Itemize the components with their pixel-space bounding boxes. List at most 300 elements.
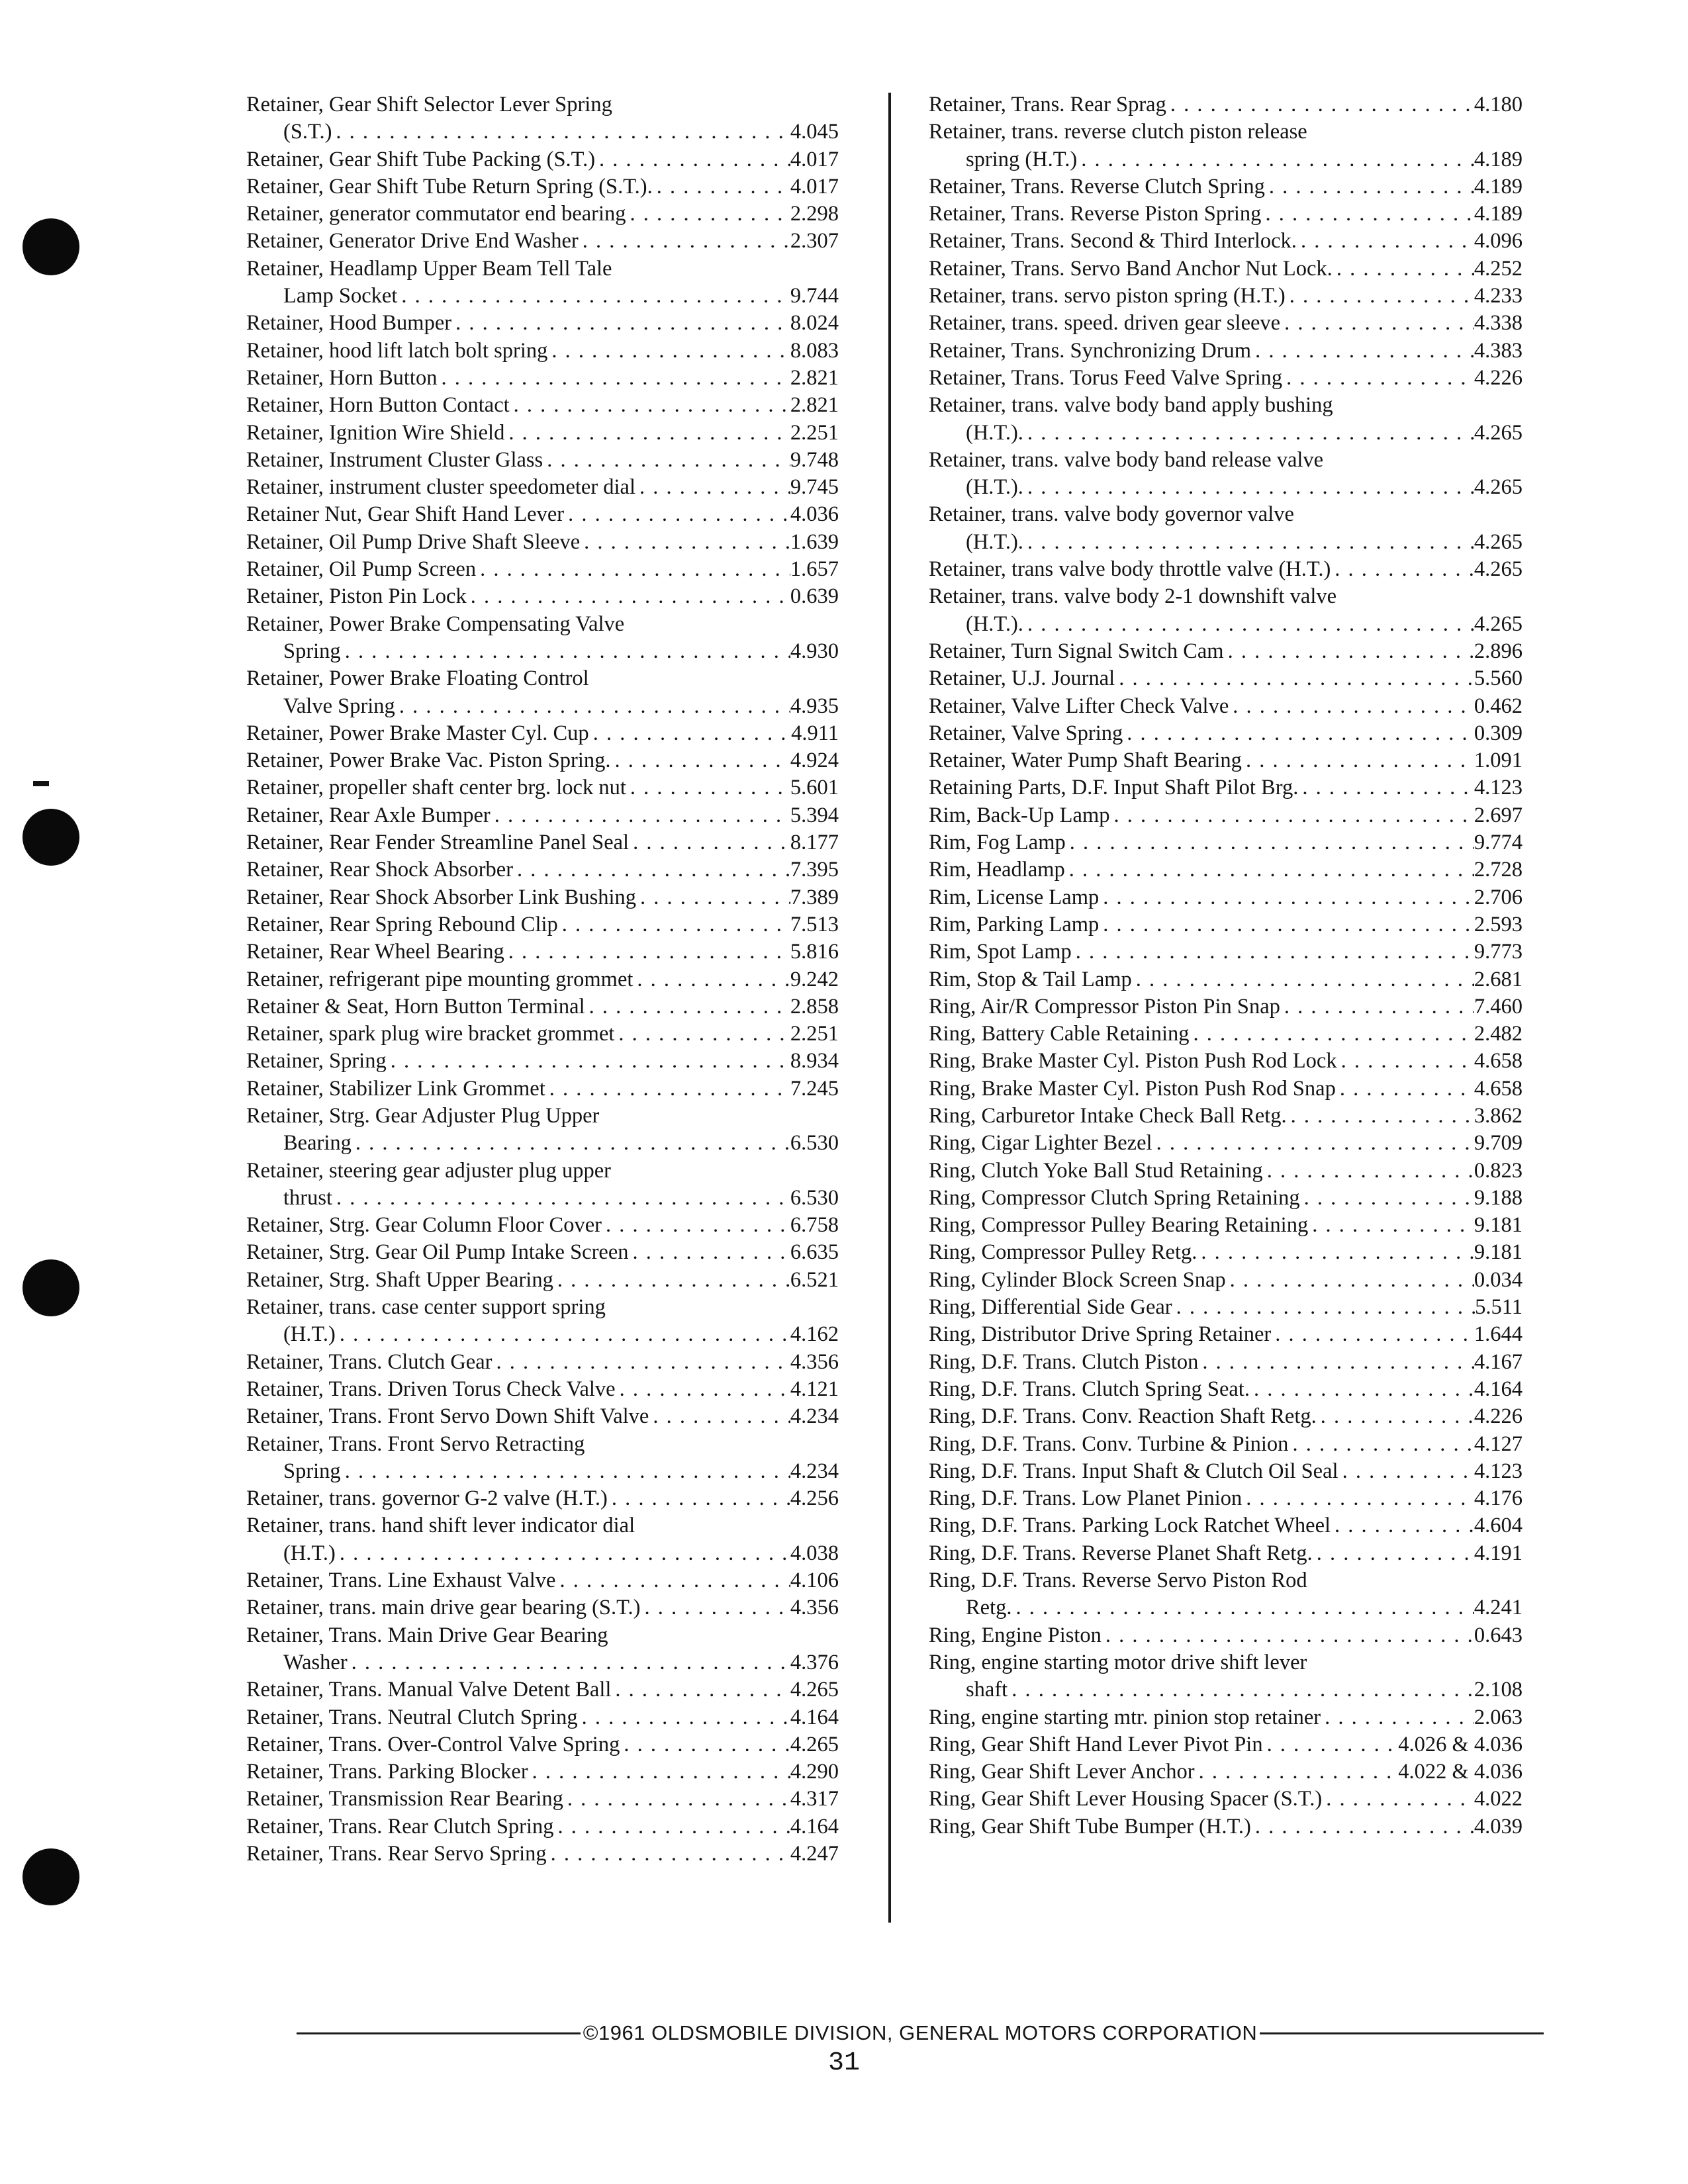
entry-line [929,228,1523,255]
entry-line [929,1185,1523,1212]
leader-dots [595,146,790,173]
leader-dots [1297,228,1474,255]
leader-dots [1023,474,1474,501]
entry-text: Retainer, Power Brake Floating Control [246,666,589,691]
entry-text: Retainer, Turn Signal Switch Cam [929,639,1224,663]
page-reference: 4.935 [790,694,839,718]
entry-text: (H.T.). [966,529,1023,554]
leader-dots [580,529,790,556]
page-reference: 9.242 [790,967,839,991]
entry-text: Ring, D.F. Trans. Conv. Turbine & Pinion [929,1432,1289,1456]
entry-line [246,228,839,255]
leader-dots [476,556,790,583]
page-reference: 1.639 [790,529,839,554]
leader-dots [1023,611,1474,638]
entry-text: Retg. [966,1596,1012,1620]
entry-text: Retainer, Ignition Wire Shield [246,420,505,445]
binder-hole-bottom [23,1848,79,1905]
index-entry [929,911,1523,938]
leader-dots [395,693,790,720]
leader-dots [397,283,790,310]
page-reference: 4.127 [1474,1432,1523,1456]
leader-dots [352,1130,790,1157]
entry-line [246,1813,839,1841]
entry-text: Ring, D.F. Trans. Clutch Spring Seat. [929,1377,1250,1401]
index-entry [246,1758,839,1786]
entry-text: Retainer, U.J. Journal [929,666,1115,691]
entry-text: Retainer, Valve Lifter Check Valve [929,694,1229,718]
page-reference: 2.251 [790,1022,839,1046]
entry-line [929,665,1523,692]
entry-text: Retainer, Power Brake Vac. Piston Spring. [246,749,611,773]
entry-text: Rim, Parking Lamp [929,912,1100,936]
leader-dots [1115,665,1474,692]
entry-line [246,665,839,692]
page-reference: 8.083 [790,338,839,363]
leader-dots [348,1649,790,1676]
entry-text: Ring, Differential Side Gear [929,1295,1172,1320]
leader-dots [341,1458,790,1485]
index-entry [246,938,839,966]
column-divider [888,93,891,1923]
entry-text: Spring [283,639,341,663]
page-reference: 4.226 [1474,1404,1523,1429]
entry-text: Ring, D.F. Trans. Clutch Piston [929,1349,1199,1374]
entry-line [929,1567,1523,1594]
leader-dots [547,1841,790,1868]
entry-line [246,501,839,528]
index-entry [246,392,839,419]
leader-dots [1197,1239,1474,1266]
index-entry [929,1185,1523,1212]
leader-dots [608,1485,790,1512]
entry-line [929,938,1523,966]
page-reference: 6.530 [790,1131,839,1156]
entry-text: Ring, Gear Shift Lever Anchor [929,1760,1195,1784]
entry-line [246,1294,839,1321]
page-reference: 4.290 [790,1760,839,1784]
index-entry [246,1349,839,1376]
index-entry [929,1813,1523,1841]
footer-copyright [297,2021,1544,2045]
page-reference: 2.593 [1474,912,1523,936]
entry-line [246,1158,839,1185]
entry-continuation-line [246,1540,839,1567]
leader-dots [1265,173,1474,201]
index-entry [246,1294,839,1349]
leader-dots [1261,201,1474,228]
entry-line [246,1267,839,1294]
entry-line [246,611,839,638]
entry-text: Retainer, Strg. Gear Column Floor Cover [246,1213,602,1238]
index-entry [929,1267,1523,1294]
page-reference: 4.191 [1474,1541,1523,1565]
page-reference: 4.383 [1474,338,1523,363]
entry-line [929,501,1523,528]
entry-line [246,720,839,747]
entry-line [929,1512,1523,1539]
leader-dots [1242,1485,1474,1512]
leader-dots [585,993,790,1021]
index-entry [929,228,1523,255]
leader-dots [611,1676,790,1704]
footer-rule-left [297,2032,581,2034]
page-reference: 7.395 [790,858,839,882]
entry-text: Ring, Compressor Pulley Bearing Retaining [929,1213,1309,1238]
entry-text: Retainer, trans. case center support spring [246,1295,606,1320]
leader-dots [1336,1075,1474,1103]
entry-text: Retainer, Trans. Neutral Clutch Spring [246,1705,578,1729]
page-reference: 4.167 [1474,1349,1523,1374]
entry-text: Retainer, Trans. Torus Feed Valve Spring [929,365,1283,390]
entry-text: Retainer, Power Brake Master Cyl. Cup [246,721,589,745]
page-reference: 4.356 [790,1349,839,1374]
page-reference: 9.745 [790,475,839,500]
page-reference: 4.265 [1474,475,1523,500]
page-reference: 3.862 [1474,1103,1523,1128]
entry-continuation-line [929,1676,1523,1704]
leader-dots [1077,146,1474,173]
index-entry [246,474,839,501]
entry-text: thrust [283,1185,333,1210]
entry-line [929,856,1523,884]
index-entry [929,856,1523,884]
leader-dots [1198,1349,1474,1376]
index-entry [929,392,1523,447]
page-reference: 4.256 [790,1486,839,1511]
leader-dots [1110,802,1474,829]
index-entry [929,118,1523,173]
index-entry [246,365,839,392]
leader-dots [504,420,790,447]
leader-dots [336,1540,790,1567]
entry-text: Rim, Stop & Tail Lamp [929,967,1132,991]
entry-text: Retainer, Trans. Manual Valve Detent Ball [246,1678,612,1702]
index-entry [929,966,1523,993]
entry-line [929,884,1523,911]
entry-line [246,1485,839,1512]
index-entry [246,1075,839,1103]
entry-continuation-line [246,1130,839,1157]
index-entry [929,1704,1523,1731]
entry-text: Valve Spring [283,694,395,718]
entry-text: Retainer, Trans. Front Servo Retracting [246,1432,585,1456]
leader-dots [1322,1786,1474,1813]
leader-dots [1251,1813,1474,1841]
leader-dots [1263,1731,1399,1758]
leader-dots [491,802,790,829]
index-entry [246,1403,839,1430]
page-reference: 4.265 [790,1678,839,1702]
entry-text: Retainer, Rear Wheel Bearing [246,940,504,964]
entry-text: Ring, D.F. Trans. Low Planet Pinion [929,1486,1243,1511]
entry-line [246,1758,839,1786]
entry-line [929,747,1523,774]
index-entry [929,1294,1523,1321]
entry-text: Washer [283,1650,348,1674]
entry-text: Ring, Gear Shift Hand Lever Pivot Pin [929,1732,1263,1756]
page-reference: 4.241 [1474,1596,1523,1620]
entry-text: Retainer, Rear Fender Streamline Panel Seal [246,831,630,855]
entry-line [246,1376,839,1403]
page-reference: 2.821 [790,365,839,390]
entry-line [246,1676,839,1704]
page-reference: 8.024 [790,311,839,336]
entry-text: Retainer, Trans. Second & Third Interlock. [929,229,1297,253]
page-reference: 8.934 [790,1049,839,1073]
index-entry [246,447,839,474]
index-entry [929,1567,1523,1622]
leader-dots [1099,884,1474,911]
entry-line [246,1048,839,1075]
page-reference: 4.096 [1474,229,1523,253]
index-entry [246,146,839,173]
entry-line [929,1294,1523,1321]
entry-text: (H.T.). [966,475,1023,500]
leader-dots [1224,638,1474,665]
entry-line [929,1267,1523,1294]
entry-text: Retainer, trans. hand shift lever indicator dial [246,1514,635,1538]
entry-line [246,1622,839,1649]
entry-line [246,556,839,583]
page-reference: 0.639 [790,584,839,609]
entry-text: Retainer, trans. reverse clutch piston release [929,120,1307,144]
entry-text: Retainer, spark plug wire bracket grommet [246,1022,615,1046]
entry-text: Ring, D.F. Trans. Conv. Reaction Shaft Retg. [929,1404,1317,1429]
leader-dots [1066,829,1474,856]
page-reference: 2.728 [1474,858,1523,882]
leader-dots [1190,1021,1474,1048]
entry-line [246,829,839,856]
entry-text: Retainer, Trans. Reverse Piston Spring [929,202,1262,226]
entry-text: Retainer, refrigerant pipe mounting grommet [246,967,633,991]
entry-line [929,1048,1523,1075]
index-entry [246,1212,839,1239]
entry-text: Ring, Carburetor Intake Check Ball Retg. [929,1103,1287,1128]
page-number: 31 [827,2048,860,2078]
page-reference: 5.394 [790,803,839,827]
leader-dots [1172,1294,1475,1321]
index-entry [246,1813,839,1841]
entry-line [246,1567,839,1594]
entry-text: Retainer, Trans. Driven Torus Check Valve [246,1377,616,1401]
page-reference: 4.658 [1474,1049,1523,1073]
page-reference: 4.022 [1474,1787,1523,1811]
entry-line [246,1021,839,1048]
leader-dots [528,1758,790,1786]
page-reference: 4.930 [790,639,839,663]
entry-text: Ring, D.F. Trans. Parking Lock Ratchet Wheel [929,1514,1331,1538]
leader-dots [1308,1212,1474,1239]
leader-dots [1337,1048,1474,1075]
index-entry [929,283,1523,310]
entry-text: Retainer, Generator Drive End Washer [246,229,579,253]
index-entry [929,310,1523,337]
entry-line [929,1540,1523,1567]
entry-line [246,255,839,283]
entry-line [246,747,839,774]
index-entry [929,1622,1523,1649]
leader-dots [1298,774,1474,801]
entry-line [929,118,1523,146]
page-reference: 4.924 [790,749,839,773]
entry-line [246,1786,839,1813]
page-reference: 2.697 [1474,803,1523,827]
index-entry [246,501,839,528]
page-reference: 2.251 [790,420,839,445]
index-entry [246,1158,839,1212]
index-entry [246,1512,839,1567]
page-reference: 2.108 [1474,1678,1523,1702]
page-reference: 4.658 [1474,1076,1523,1101]
index-entry [929,665,1523,692]
page-reference: 7.389 [790,885,839,909]
entry-continuation-line [246,693,839,720]
entry-text: Ring, Brake Master Cyl. Piston Push Rod Lock [929,1049,1337,1073]
index-entry [929,365,1523,392]
page-reference: 4.265 [1474,557,1523,582]
entry-text: Retainer, trans. valve body band apply bushing [929,393,1333,418]
leader-dots [1099,911,1474,938]
leader-dots [564,501,790,528]
index-entry [246,884,839,911]
entry-text: spring (H.T.) [966,147,1078,171]
entry-text: Retainer, Rear Shock Absorber [246,858,514,882]
entry-text: Ring, engine starting motor drive shift lever [929,1650,1307,1674]
leader-dots [616,1376,790,1403]
leader-dots [653,173,790,201]
entry-text: shaft [966,1678,1008,1702]
entry-text: Retainer, Gear Shift Tube Packing (S.T.) [246,147,596,171]
entry-continuation-line [929,146,1523,173]
page-reference: 4.265 [1474,612,1523,636]
entry-text: Retainer Nut, Gear Shift Hand Lever [246,502,565,527]
page-reference: 4.317 [790,1787,839,1811]
page-reference: 2.821 [790,393,839,418]
leader-dots [558,911,790,938]
entry-text: Retainer, Oil Pump Screen [246,557,477,582]
entry-text: Retainer, Trans. Synchronizing Drum [929,338,1252,363]
page-reference: 5.511 [1475,1295,1523,1320]
entry-text: Retainer, trans. servo piston spring (H.T.) [929,284,1286,308]
entry-line [929,1321,1523,1348]
index-entry [929,1512,1523,1539]
leader-dots [1229,693,1474,720]
page-reference: 4.017 [790,147,839,171]
entry-text: Retainer, Horn Button Contact [246,393,510,418]
entry-text: Ring, Battery Cable Retaining [929,1022,1190,1046]
entry-line [929,1731,1523,1758]
entry-line [246,447,839,474]
entry-text: Retainer, generator commutator end bearing [246,202,626,226]
entry-text: Spring [283,1459,341,1483]
index-entry [929,1376,1523,1403]
index-entry [929,501,1523,556]
entry-line [929,173,1523,201]
page-reference: 4.252 [1474,256,1523,281]
index-entry [929,720,1523,747]
index-entry [929,338,1523,365]
entry-text: Retainer, Strg. Gear Adjuster Plug Upper [246,1103,600,1128]
entry-line [929,1239,1523,1266]
entry-text: Ring, Engine Piston [929,1623,1102,1647]
leader-dots [1250,1376,1474,1403]
leader-dots [492,1349,790,1376]
entry-text: Retainer, Strg. Shaft Upper Bearing [246,1267,553,1292]
leader-dots [611,747,790,774]
entry-text: Ring, D.F. Trans. Input Shaft & Clutch Oil Seal [929,1459,1338,1483]
index-column-right [929,91,1523,1841]
page-reference: 4.164 [790,1705,839,1729]
entry-text: Retainer, hood lift latch bolt spring [246,338,548,363]
page-reference: 4.106 [790,1569,839,1593]
leader-dots [649,1403,790,1430]
index-entry [929,1458,1523,1485]
entry-line [246,420,839,447]
entry-line [246,173,839,201]
entry-text: Retainer & Seat, Horn Button Terminal [246,994,585,1019]
entry-line [929,556,1523,583]
entry-text: Retaining Parts, D.F. Input Shaft Pilot Brg. [929,776,1299,800]
entry-line [246,1841,839,1868]
index-entry [246,747,839,774]
leader-dots [554,1813,790,1841]
leader-dots [563,1786,790,1813]
page-reference: 0.643 [1474,1623,1523,1647]
page-reference: 6.635 [790,1240,839,1265]
leader-dots [1263,1158,1474,1185]
entry-text: Retainer, trans. valve body band release valve [929,447,1324,472]
leader-dots [629,1239,790,1266]
index-entry [929,1731,1523,1758]
page-reference: 9.181 [1474,1240,1523,1265]
leader-dots [1012,1594,1474,1621]
entry-line [929,283,1523,310]
entry-line [929,774,1523,801]
index-entry [929,255,1523,283]
index-entry [246,529,839,556]
entry-line [929,1349,1523,1376]
leader-dots [1280,993,1474,1021]
index-entry [929,774,1523,801]
entry-continuation-line [929,420,1523,447]
index-entry [929,993,1523,1021]
leader-dots [629,829,790,856]
entry-line [929,338,1523,365]
leader-dots [620,1731,790,1758]
entry-line [929,802,1523,829]
index-entry [246,1239,839,1266]
index-entry [929,1048,1523,1075]
leader-dots [1331,556,1474,583]
leader-dots [504,938,790,966]
page-reference: 5.601 [790,776,839,800]
entry-line [246,1349,839,1376]
page-reference: 0.309 [1474,721,1523,745]
index-entry [246,1485,839,1512]
page-reference: 4.265 [790,1732,839,1756]
leader-dots [437,365,790,392]
entry-line [929,1376,1523,1403]
index-entry [929,1239,1523,1266]
index-entry [246,556,839,583]
entry-line [246,1075,839,1103]
index-entry [246,1431,839,1486]
index-entry [246,720,839,747]
page-reference: 9.774 [1474,831,1523,855]
entry-text: Ring, Clutch Yoke Ball Stud Retaining [929,1158,1263,1183]
page-reference: 4.233 [1474,284,1523,308]
